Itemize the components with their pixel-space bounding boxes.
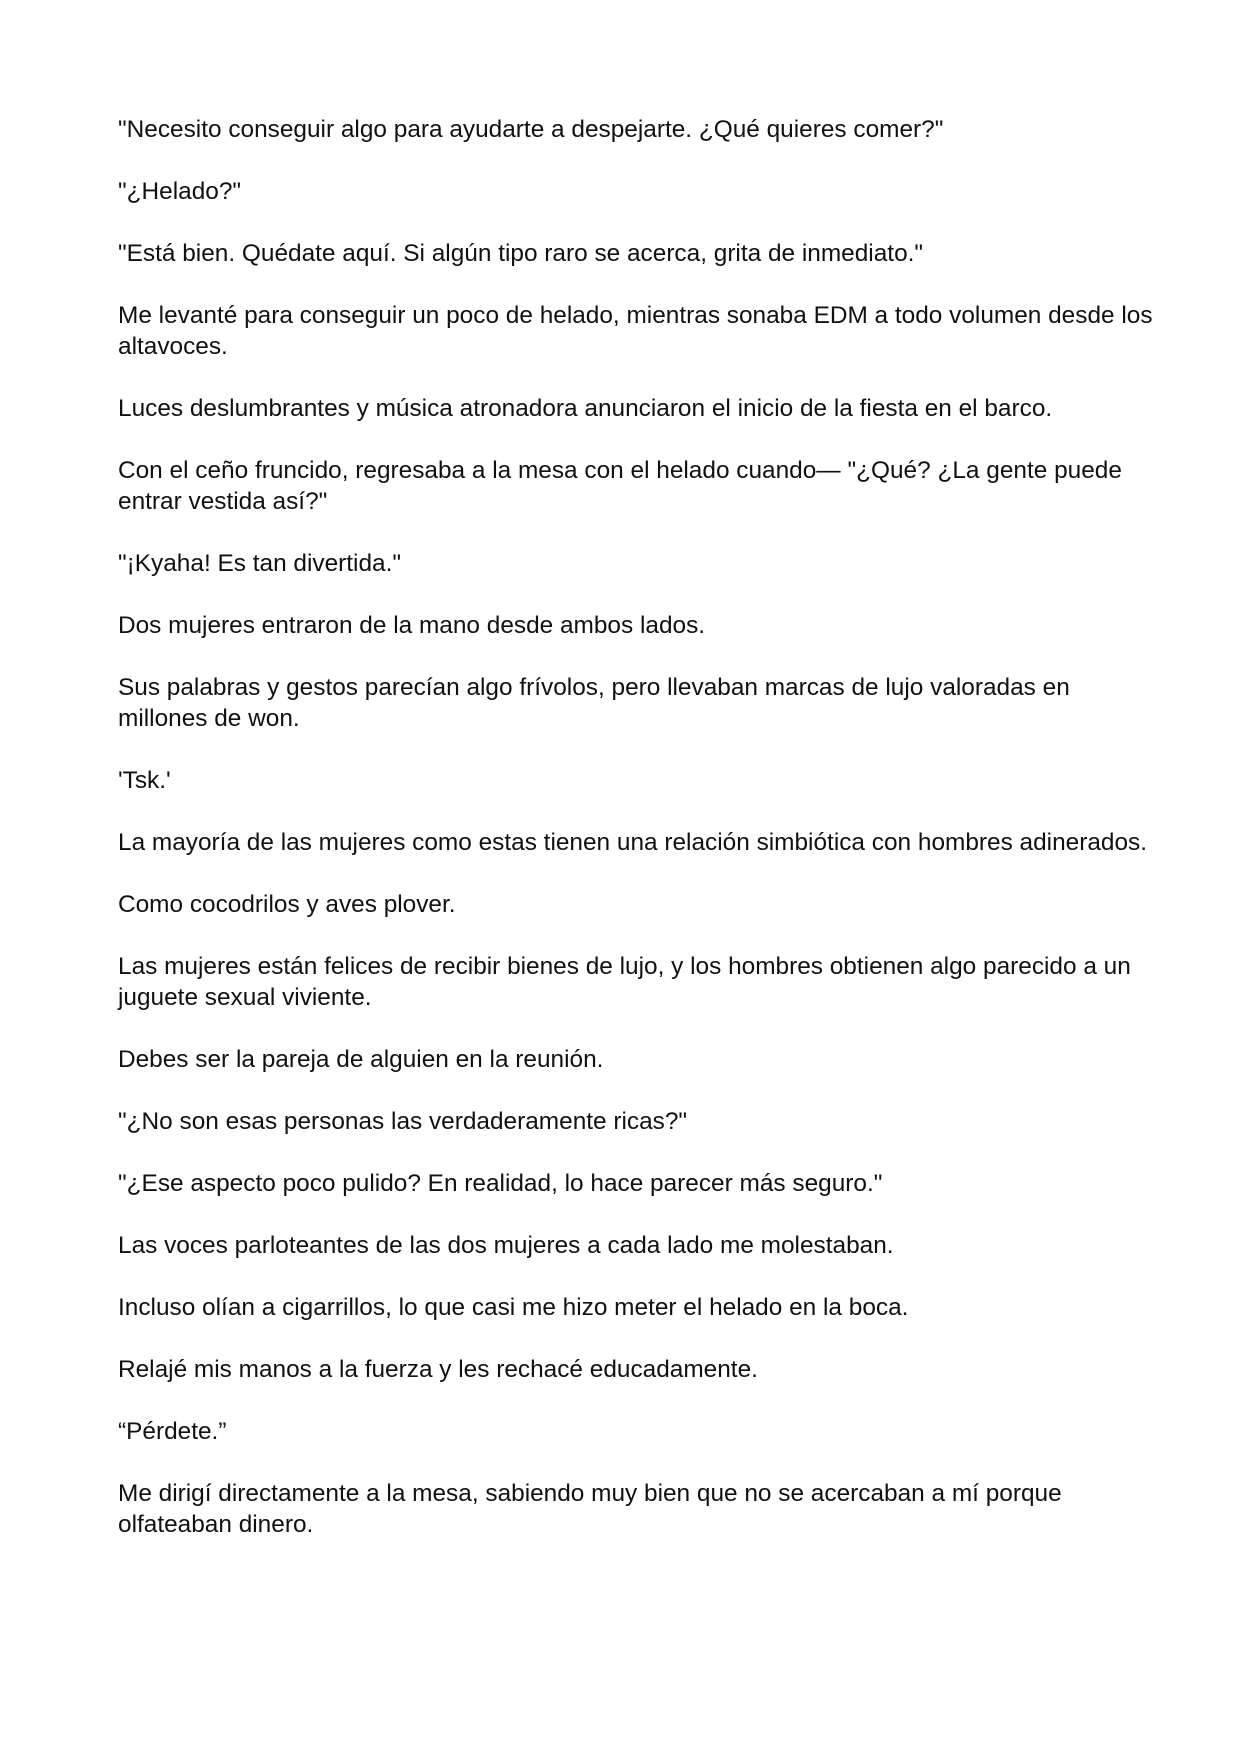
paragraph: Debes ser la pareja de alguien en la reunión. — [118, 1046, 604, 1073]
paragraph: Con el ceño fruncido, regresaba a la mesa con el helado cuando— "¿Qué? ¿La gente puede entrar vestida así?" — [118, 457, 1122, 515]
paragraph: Las mujeres están felices de recibir bienes de lujo, y los hombres obtienen algo parecido a un juguete sexual viviente. — [118, 953, 1131, 1011]
paragraph: "Necesito conseguir algo para ayudarte a despejarte. ¿Qué quieres comer?" — [118, 116, 944, 143]
paragraph: 'Tsk.' — [118, 767, 171, 794]
paragraph: La mayoría de las mujeres como estas tienen una relación simbiótica con hombres adinerados. — [118, 829, 1148, 856]
paragraph: Luces deslumbrantes y música atronadora anunciaron el inicio de la fiesta en el barco. — [118, 395, 1053, 422]
paragraph: Como cocodrilos y aves plover. — [118, 891, 456, 918]
paragraph: Sus palabras y gestos parecían algo frívolos, pero llevaban marcas de lujo valoradas en millones de won. — [118, 674, 1070, 732]
paragraph: Dos mujeres entraron de la mano desde ambos lados. — [118, 612, 706, 639]
paragraph: Relajé mis manos a la fuerza y les rechacé educadamente. — [118, 1356, 758, 1383]
paragraph: "Está bien. Quédate aquí. Si algún tipo raro se acerca, grita de inmediato." — [118, 240, 924, 267]
paragraph: Me levanté para conseguir un poco de helado, mientras sonaba EDM a todo volumen desde los altavoces. — [118, 302, 1153, 360]
paragraph: “Pérdete.” — [118, 1418, 227, 1445]
paragraph: "¿Ese aspecto poco pulido? En realidad, lo hace parecer más seguro." — [118, 1170, 883, 1197]
paragraph: Incluso olían a cigarrillos, lo que casi me hizo meter el helado en la boca. — [118, 1294, 909, 1321]
paragraph: "¡Kyaha! Es tan divertida." — [118, 550, 402, 577]
paragraph: "¿No son esas personas las verdaderamente ricas?" — [118, 1108, 688, 1135]
paragraph: Las voces parloteantes de las dos mujeres a cada lado me molestaban. — [118, 1232, 894, 1259]
document-body — [118, 114, 1161, 1540]
paragraph: Me dirigí directamente a la mesa, sabiendo muy bien que no se acercaban a mí porque olfateaban dinero. — [118, 1480, 1062, 1538]
paragraph: "¿Helado?" — [118, 178, 242, 205]
